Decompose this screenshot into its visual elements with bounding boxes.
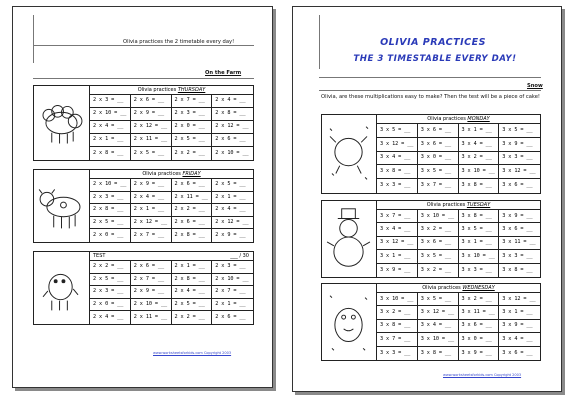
- problem-cell[interactable]: 3 x 2 = __: [377, 306, 418, 319]
- problem-cell[interactable]: 3 x 9 = __: [499, 320, 540, 333]
- problem-cell[interactable]: 3 x 8 = __: [502, 266, 533, 273]
- problem-cell[interactable]: 2 x 4 = __: [172, 286, 213, 299]
- title-rule: [319, 77, 541, 78]
- problem-cell[interactable]: 3 x 3 = __: [377, 347, 418, 360]
- test-score: ___ / 30: [230, 253, 249, 259]
- problem-cell[interactable]: 2 x 8 = __: [90, 147, 131, 160]
- problem-cell[interactable]: 3 x 6 = __: [418, 138, 459, 152]
- problem-cell[interactable]: 3 x 5 = __: [499, 124, 540, 138]
- problem-cell[interactable]: 2 x 5 = __: [172, 299, 213, 312]
- problem-cell[interactable]: 3 x 12 = __: [377, 237, 418, 250]
- problem-cell[interactable]: 2 x 1 = __: [212, 192, 253, 205]
- problem-cell[interactable]: 2 x 5 = __: [90, 217, 131, 230]
- problem-cell[interactable]: 3 x 4 = __: [499, 333, 540, 346]
- problem-cell[interactable]: 2 x 11 = __: [172, 192, 213, 205]
- block-title: Olivia practices FRIDAY: [90, 170, 253, 179]
- problem-cell[interactable]: 2 x 6 = __: [172, 179, 213, 192]
- problem-cell[interactable]: 3 x 0 = __: [418, 152, 459, 166]
- header-divider: [33, 15, 34, 63]
- problem-cell[interactable]: 3 x 2 = __: [418, 223, 459, 236]
- problem-cell[interactable]: 2 x 12 = __: [212, 121, 253, 134]
- problem-cell[interactable]: 3 x 0 = __: [459, 333, 500, 346]
- problem-cell[interactable]: 2 x 4 = __: [90, 121, 131, 134]
- problem-cell[interactable]: 3 x 6 = __: [418, 124, 459, 138]
- winter-scene-illustration: [322, 115, 377, 193]
- problem-cell[interactable]: 2 x 2 = __: [172, 311, 213, 324]
- worksheet-page-left: [12, 6, 273, 388]
- problem-cell[interactable]: 2 x 6 = __: [131, 95, 172, 108]
- problem-cell[interactable]: 2 x 4 = __: [212, 95, 253, 108]
- problem-cell[interactable]: 3 x 5 = __: [418, 293, 459, 306]
- test-title: TEST ___ / 30: [90, 252, 253, 261]
- problem-cell[interactable]: 2 x 9 = __: [131, 286, 172, 299]
- footer-link[interactable]: www.worksheetsforkids.com Copyright 2003: [153, 351, 232, 355]
- problem-cell[interactable]: 3 x 4 = __: [377, 223, 418, 236]
- problem-cell[interactable]: 2 x 7 = __: [212, 286, 253, 299]
- problem-cell[interactable]: 3 x 1 = __: [499, 306, 540, 319]
- problem-cell[interactable]: 3 x 1 = __: [459, 124, 500, 138]
- problem-cell[interactable]: 2 x 11 = __: [131, 134, 172, 147]
- problem-cell[interactable]: 3 x 4 = __: [377, 152, 418, 166]
- problem-cell[interactable]: 2 x 4 = __: [90, 311, 131, 324]
- problem-cell[interactable]: 3 x 5 = __: [418, 165, 459, 179]
- problem-cell[interactable]: 2 x 10 = __: [90, 179, 131, 192]
- problem-cell[interactable]: 3 x 2 = __: [459, 293, 500, 306]
- problem-cell[interactable]: 3 x 4 = __: [418, 320, 459, 333]
- problem-cell[interactable]: 3 x 6 = __: [502, 182, 533, 189]
- footer-link[interactable]: www.worksheetsforkids.com Copyright 2003: [443, 373, 522, 377]
- problem-cell[interactable]: 2 x 12 = __: [131, 121, 172, 134]
- page-subtitle: Olivia practices the 2 timetable every day!: [123, 39, 235, 45]
- section-label: On the Farm: [205, 70, 242, 76]
- problem-cell[interactable]: 3 x 8 = __: [459, 210, 500, 223]
- problem-cell[interactable]: 3 x 8 = __: [377, 165, 418, 179]
- problem-cell[interactable]: 3 x 10 = __: [459, 250, 500, 263]
- problem-cell[interactable]: 2 x 6 = __: [215, 314, 246, 321]
- header-divider: [319, 15, 320, 69]
- problem-cell[interactable]: 2 x 12 = __: [131, 217, 172, 230]
- problem-cell[interactable]: 3 x 12 = __: [499, 165, 540, 179]
- problem-cell[interactable]: 2 x 0 = __: [90, 299, 131, 312]
- snowman-illustration: [322, 201, 377, 277]
- multiplication-grid: [90, 261, 253, 324]
- problem-cell[interactable]: 3 x 12 = __: [377, 138, 418, 152]
- multiplication-grid: [377, 210, 540, 277]
- multiplication-grid: [377, 124, 540, 193]
- multiplication-grid: [377, 293, 540, 360]
- section-rule: [319, 90, 541, 91]
- problem-cell[interactable]: 3 x 9 = __: [499, 138, 540, 152]
- problem-cell[interactable]: 3 x 8 = __: [459, 179, 500, 193]
- cow-illustration: [34, 170, 90, 242]
- exercise-block: [33, 85, 254, 161]
- problem-cell[interactable]: 2 x 6 = __: [212, 134, 253, 147]
- problem-cell[interactable]: 3 x 4 = __: [459, 138, 500, 152]
- problem-cell[interactable]: 2 x 1 = __: [172, 261, 213, 274]
- problem-cell[interactable]: 2 x 10 = __: [212, 274, 253, 287]
- problem-cell[interactable]: 2 x 5 = __: [131, 147, 172, 160]
- problem-cell[interactable]: 2 x 3 = __: [172, 108, 213, 121]
- problem-cell[interactable]: 2 x 3 = __: [90, 192, 131, 205]
- problem-cell[interactable]: 3 x 1 = __: [459, 237, 500, 250]
- problem-cell[interactable]: 3 x 9 = __: [499, 210, 540, 223]
- exercise-block: [33, 169, 254, 243]
- multiplication-grid: [90, 179, 253, 242]
- problem-cell[interactable]: 3 x 3 = __: [499, 152, 540, 166]
- problem-cell[interactable]: 2 x 2 = __: [90, 261, 131, 274]
- problem-cell[interactable]: 3 x 7 = __: [377, 333, 418, 346]
- problem-cell[interactable]: 3 x 10 = __: [418, 210, 459, 223]
- problem-cell[interactable]: 2 x 5 = __: [172, 134, 213, 147]
- problem-cell[interactable]: 2 x 0 = __: [172, 121, 213, 134]
- block-title: Olivia practices THURSDAY: [90, 86, 253, 95]
- problem-cell[interactable]: 2 x 6 = __: [131, 261, 172, 274]
- exercise-block: [321, 283, 541, 361]
- problem-cell[interactable]: 2 x 9 = __: [131, 108, 172, 121]
- problem-cell[interactable]: 2 x 11 = __: [131, 311, 172, 324]
- problem-cell[interactable]: 3 x 9 = __: [377, 264, 418, 277]
- problem-cell[interactable]: 2 x 2 = __: [172, 147, 213, 160]
- exercise-block: [33, 251, 254, 325]
- problem-cell[interactable]: 2 x 8 = __: [172, 274, 213, 287]
- problem-cell[interactable]: 2 x 8 = __: [212, 108, 253, 121]
- problem-cell[interactable]: 2 x 3 = __: [90, 95, 131, 108]
- worksheet-page-right: [292, 6, 562, 392]
- sheep-illustration: [34, 86, 90, 160]
- problem-cell[interactable]: 2 x 10 = __: [90, 108, 131, 121]
- problem-cell[interactable]: 2 x 9 = __: [215, 232, 246, 239]
- problem-cell[interactable]: 2 x 1 = __: [212, 299, 253, 312]
- header-rule: [33, 45, 254, 46]
- problem-cell[interactable]: 3 x 8 = __: [377, 320, 418, 333]
- problem-cell[interactable]: 3 x 9 = __: [459, 347, 500, 360]
- multiplication-grid: [90, 95, 253, 160]
- block-title: Olivia practices WEDNESDAY: [377, 284, 540, 293]
- problem-cell[interactable]: 2 x 7 = __: [131, 229, 172, 242]
- block-title: Olivia practices MONDAY: [377, 115, 540, 124]
- problem-cell[interactable]: 3 x 3 = __: [459, 264, 500, 277]
- problem-cell[interactable]: 2 x 8 = __: [172, 229, 213, 242]
- problem-cell[interactable]: 2 x 7 = __: [172, 95, 213, 108]
- problem-cell[interactable]: 3 x 2 = __: [418, 264, 459, 277]
- problem-cell[interactable]: 2 x 12 = __: [212, 217, 253, 230]
- problem-cell[interactable]: 3 x 5 = __: [459, 223, 500, 236]
- pig-illustration: [34, 252, 90, 324]
- problem-cell[interactable]: 3 x 7 = __: [418, 179, 459, 193]
- problem-cell[interactable]: 3 x 10 = __: [377, 293, 418, 306]
- problem-cell[interactable]: 2 x 10 = __: [215, 149, 249, 156]
- problem-cell[interactable]: 2 x 10 = __: [131, 299, 172, 312]
- problem-cell[interactable]: 2 x 5 = __: [90, 274, 131, 287]
- problem-cell[interactable]: 3 x 2 = __: [459, 152, 500, 166]
- problem-cell[interactable]: 2 x 3 = __: [90, 286, 131, 299]
- problem-cell[interactable]: 3 x 7 = __: [377, 210, 418, 223]
- problem-cell[interactable]: 3 x 11 = __: [459, 306, 500, 319]
- section-rule: [33, 78, 254, 79]
- exercise-block: [321, 114, 541, 194]
- problem-cell[interactable]: 3 x 1 = __: [377, 250, 418, 263]
- problem-cell[interactable]: 2 x 2 = __: [172, 204, 213, 217]
- problem-cell[interactable]: 2 x 1 = __: [90, 134, 131, 147]
- problem-cell[interactable]: 3 x 3 = __: [377, 179, 418, 193]
- problem-cell[interactable]: 2 x 4 = __: [131, 192, 172, 205]
- exercise-block: [321, 200, 541, 278]
- page-title-line-1: OLIVIA PRACTICES: [380, 37, 486, 48]
- problem-cell[interactable]: 2 x 0 = __: [90, 229, 131, 242]
- problem-cell[interactable]: 3 x 5 = __: [418, 250, 459, 263]
- problem-cell[interactable]: 2 x 5 = __: [212, 179, 253, 192]
- problem-cell[interactable]: 2 x 6 = __: [172, 217, 213, 230]
- problem-cell[interactable]: 3 x 6 = __: [502, 349, 533, 356]
- problem-cell[interactable]: 2 x 4 = __: [212, 204, 253, 217]
- problem-cell[interactable]: 2 x 3 = __: [212, 261, 253, 274]
- section-label: Snow: [527, 83, 543, 89]
- snow-animal-illustration: [322, 284, 377, 360]
- problem-cell[interactable]: 2 x 8 = __: [90, 204, 131, 217]
- problem-cell[interactable]: 3 x 12 = __: [418, 306, 459, 319]
- problem-cell[interactable]: 3 x 10 = __: [459, 165, 500, 179]
- block-title: Olivia practices TUESDAY: [377, 201, 540, 210]
- problem-cell[interactable]: 3 x 6 = __: [459, 320, 500, 333]
- page-title-line-2: THE 3 TIMESTABLE EVERY DAY!: [353, 54, 517, 64]
- problem-cell[interactable]: 2 x 1 = __: [131, 204, 172, 217]
- problem-cell[interactable]: 3 x 6 = __: [418, 237, 459, 250]
- problem-cell[interactable]: 3 x 12 = __: [499, 293, 540, 306]
- problem-cell[interactable]: 2 x 9 = __: [131, 179, 172, 192]
- intro-text: Olivia, are these multiplications easy to make? Then the test will be a piece of cake!: [321, 94, 541, 100]
- problem-cell[interactable]: 3 x 5 = __: [377, 124, 418, 138]
- problem-cell[interactable]: 2 x 7 = __: [131, 274, 172, 287]
- problem-cell[interactable]: 3 x 10 = __: [418, 333, 459, 346]
- problem-cell[interactable]: 3 x 6 = __: [499, 223, 540, 236]
- problem-cell[interactable]: 3 x 8 = __: [418, 347, 459, 360]
- problem-cell[interactable]: 3 x 3 = __: [499, 250, 540, 263]
- problem-cell[interactable]: 3 x 11 = __: [499, 237, 540, 250]
